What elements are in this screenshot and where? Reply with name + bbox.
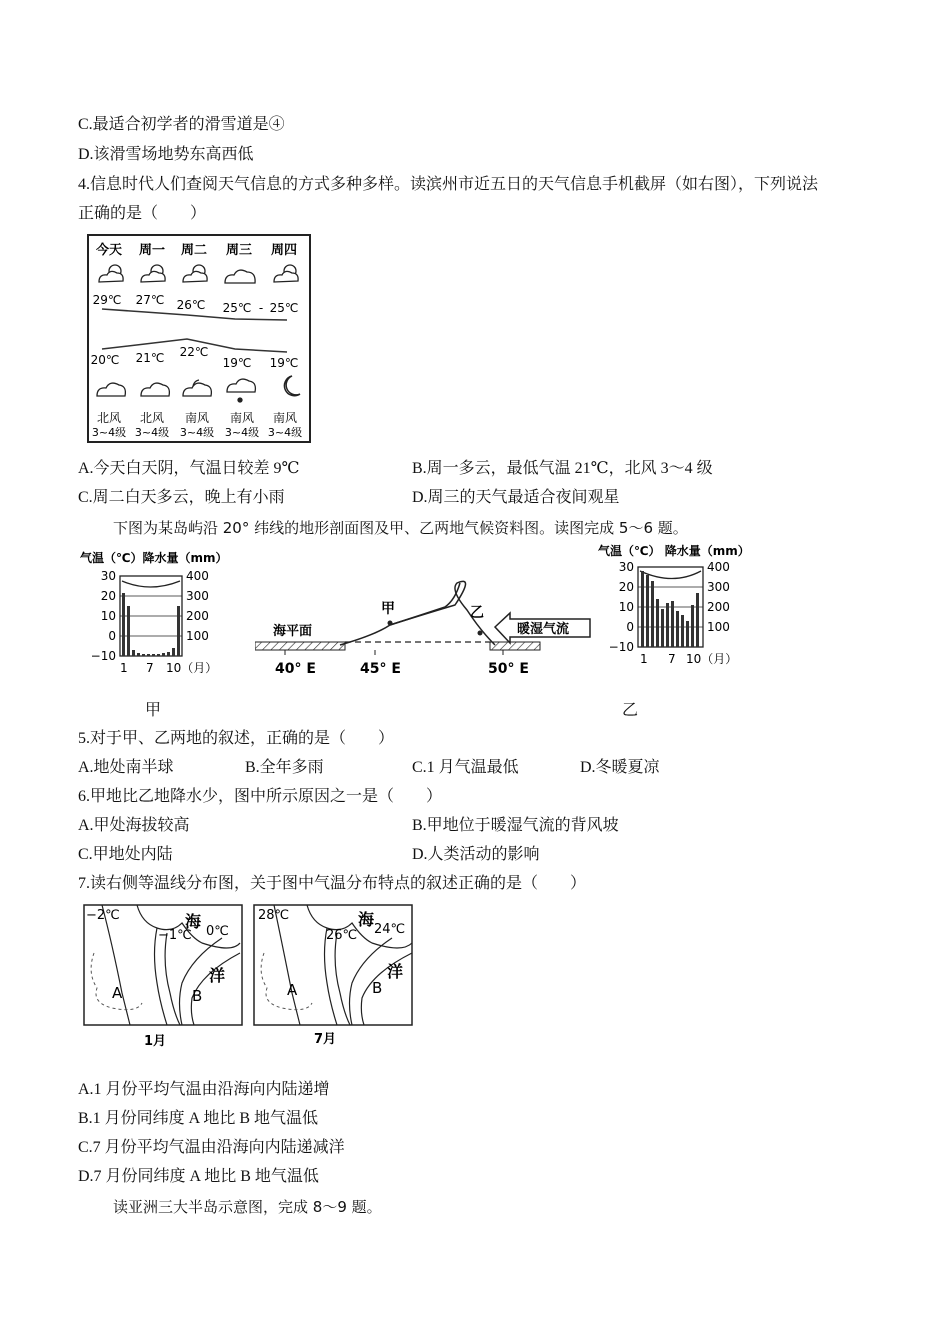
wind-level-label: 3~4级 [267,426,303,439]
month-label: 1 [640,652,648,666]
sea-hatch-left [255,642,345,650]
month-label: 10（月） [686,652,738,666]
q6-stem: 6.甲地比乙地降水少，图中所示原因之一是（ ） [78,788,443,805]
ocean-label: 洋 [387,962,404,981]
precip-tick: 400 [707,560,730,574]
q6-option-a: A.甲处海拔较高 [78,817,190,834]
weather-screenshot-figure [87,234,312,444]
q6-option-b: B.甲地位于暖湿气流的背风坡 [412,817,619,834]
caption-yi: 乙 [622,702,639,719]
july-label: 7月 [314,1032,337,1047]
q3-option-d: D.该滑雪场地势东高西低 [78,146,254,163]
q5-option-c: C.1 月气温最低 [412,759,519,776]
point-a-label: A [287,981,298,999]
q7-option-a: A.1 月份平均气温由沿海向内陆递增 [78,1081,330,1098]
terrain-profile-figure [255,555,595,680]
month-label: 10（月） [166,661,218,675]
weather-day-label: 周一 [138,243,166,258]
weather-day-label: 周四 [270,243,298,258]
yi-point [478,631,483,636]
high-temp-label: 26℃ [176,298,206,312]
q5-option-a: A.地处南半球 [78,759,174,776]
sea-hatch-right [490,642,540,650]
low-temp-label: 20℃ [90,353,120,367]
isotherm-map-july [254,905,412,1047]
wind-direction-label: 北风 [139,411,165,425]
isotherm-label: 24℃ [374,922,406,937]
q6-option-d: D.人类活动的影响 [412,846,540,863]
longitude-label: 50° E [488,661,529,677]
point-b-label: B [192,987,203,1005]
jia-point [388,621,393,626]
longitude-label: 45° E [360,661,401,677]
longitude-label: 40° E [275,661,316,677]
precip-tick: 400 [186,569,209,583]
temp-tick: 0 [108,629,116,643]
point-b-label: B [372,979,383,997]
weather-day-label: 今天 [95,243,123,258]
q7-stem: 7.读右侧等温线分布图，关于图中气温分布特点的叙述正确的是（ ） [78,875,587,892]
caption-jia: 甲 [145,702,162,719]
jia-label: 甲 [381,601,395,617]
q3-option-c: C.最适合初学者的滑雪道是④ [78,116,285,133]
sea-label: 海 [185,912,202,931]
precip-tick: 200 [186,609,209,623]
high-temp-label: 27℃ [135,293,165,307]
wind-level-label: 3~4级 [179,426,215,439]
precip-tick: 100 [707,620,730,634]
q4-stem-line2: 正确的是（ ） [78,205,207,222]
weather-screenshot-svg [87,234,312,444]
q4-option-a: A.今天白天阴，气温日较差 9℃ [78,460,300,477]
wind-direction-label: 南风 [184,411,210,425]
low-temp-label: 21℃ [135,351,165,365]
low-temp-label: 19℃ [269,356,299,370]
ocean-label: 洋 [209,966,226,985]
month-label: 7 [146,661,154,675]
q6-option-c: C.甲地处内陆 [78,846,173,863]
temp-tick: 30 [618,560,634,574]
low-temp-label: 22℃ [179,345,209,359]
q4-option-b: B.周一多云，最低气温 21℃，北风 3～4 级 [412,460,713,477]
q7-option-d: D.7 月份同纬度 A 地比 B 地气温低 [78,1168,319,1185]
climate-chart-title: 气温（℃） 降水量（mm） [598,544,750,558]
q5-option-b: B.全年多雨 [245,759,324,776]
climate-chart-jia [80,548,255,678]
high-temp-dash: - [258,301,264,315]
q5-option-d: D.冬暖夏凉 [580,759,660,776]
high-temp-label: 29℃ [92,293,122,307]
climate-chart-title: 气温（℃）降水量（mm） [80,551,228,565]
wind-direction-label: 南风 [272,411,298,425]
intro-q8-9: 读亚洲三大半岛示意图，完成 8～9 题。 [113,1198,382,1216]
temp-tick: 10 [100,609,116,623]
q4-option-d: D.周三的天气最适合夜间观星 [412,489,620,506]
yi-label: 乙 [470,605,484,621]
isotherm-map-figure [82,903,417,1053]
wind-direction-label: 南风 [229,411,255,425]
climate-chart-yi [598,541,773,671]
q7-option-b: B.1 月份同纬度 A 地比 B 地气温低 [78,1110,319,1127]
q4-stem-line1: 4.信息时代人们查阅天气信息的方式多种多样。读滨州市近五日的天气信息手机截屏（如右图），下列说法 [78,176,819,193]
temp-tick: 30 [100,569,116,583]
month-label: 1 [120,661,128,675]
temp-tick: −10 [608,640,634,654]
precip-tick: 300 [186,589,209,603]
isotherm-label: −1℃ [158,928,192,943]
isotherm-label: 26℃ [326,928,358,943]
isotherm-label: 0℃ [206,924,229,939]
temp-tick: 0 [626,620,634,634]
january-label: 1月 [144,1034,167,1049]
month-label: 7 [668,652,676,666]
temp-tick: 20 [618,580,634,594]
temp-tick: −10 [90,649,116,663]
low-temp-label: 19℃ [222,356,252,370]
q7-option-c: C.7 月份平均气温由沿海向内陆递减洋 [78,1139,345,1156]
precip-tick: 100 [186,629,209,643]
airflow-label: 暖湿气流 [517,622,570,637]
high-temp-label: 25℃ [269,301,299,315]
temp-tick: 20 [100,589,116,603]
q5-stem: 5.对于甲、乙两地的叙述，正确的是（ ） [78,730,395,747]
point-a-label: A [112,984,123,1002]
wind-level-label: 3~4级 [91,426,127,439]
weather-day-label: 周二 [180,243,208,258]
precip-tick: 300 [707,580,730,594]
intro-q5-6: 下图为某岛屿沿 20° 纬线的地形剖面图及甲、乙两地气候资料图。读图完成 5～6 题。 [113,519,688,537]
sea-label: 海 [358,910,375,929]
isotherm-label: −2℃ [86,908,120,923]
sea-level-label: 海平面 [273,624,313,639]
precip-tick: 200 [707,600,730,614]
wind-level-label: 3~4级 [224,426,260,439]
q4-option-c: C.周二白天多云，晚上有小雨 [78,489,285,506]
high-temp-label: 25℃ [222,301,252,315]
airflow-arrow [495,613,590,643]
wind-level-label: 3~4级 [134,426,170,439]
temp-tick: 10 [618,600,634,614]
isotherm-map-january [84,905,242,1049]
weather-day-label: 周三 [225,243,253,258]
wind-direction-label: 北风 [96,411,122,425]
isotherm-label: 28℃ [258,908,290,923]
